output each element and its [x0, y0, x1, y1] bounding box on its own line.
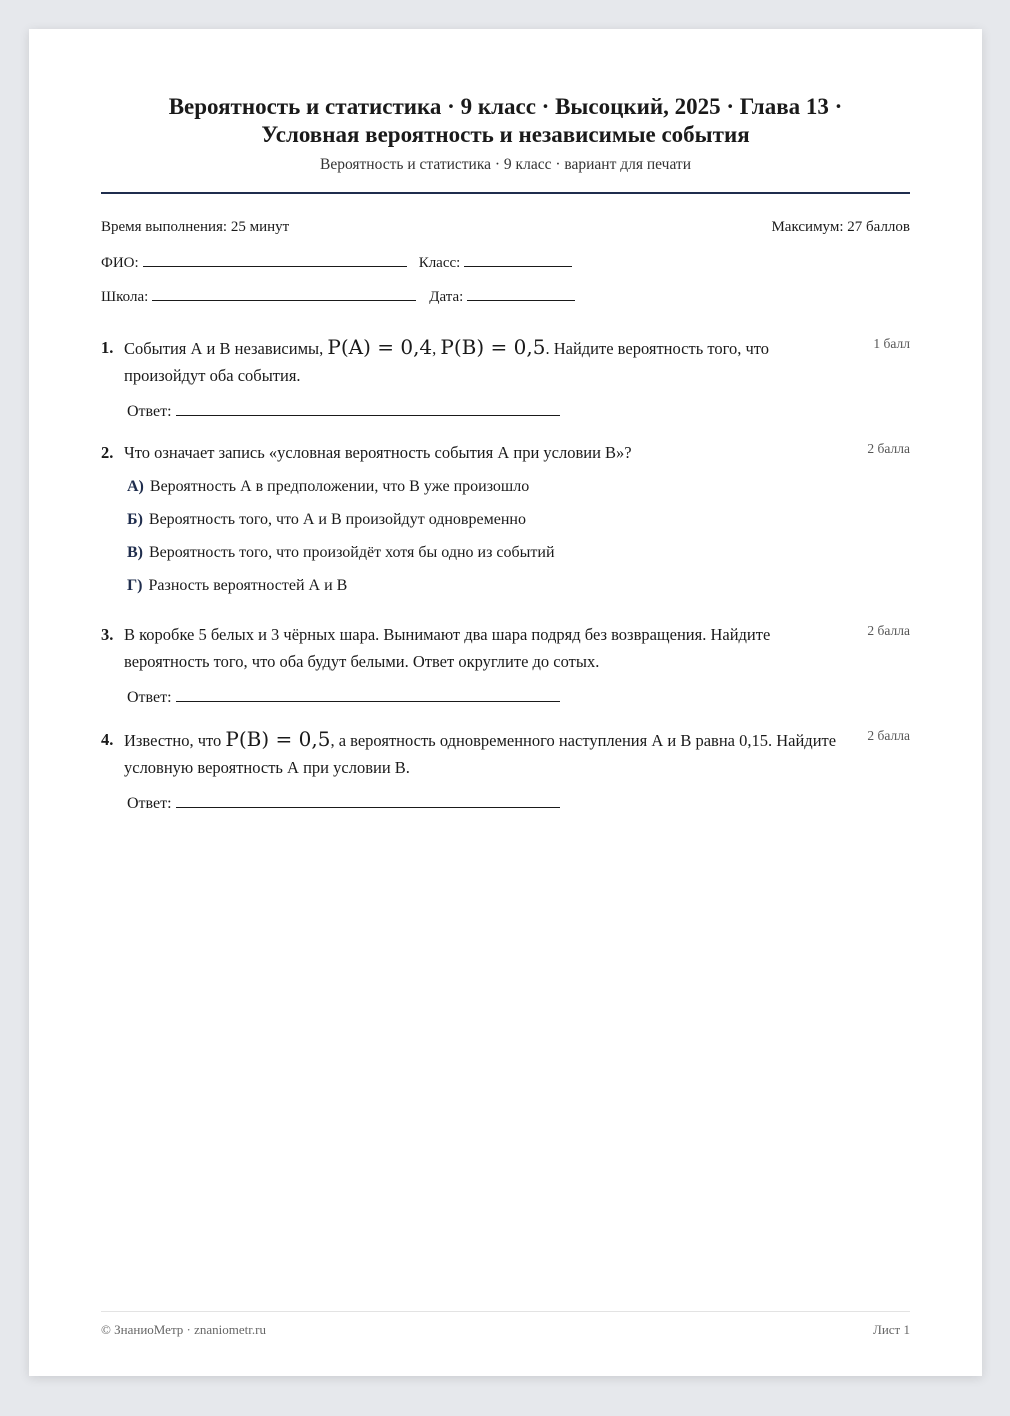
date-field[interactable]	[467, 286, 575, 301]
question-1	[101, 334, 910, 425]
answer-row	[127, 684, 910, 711]
option-letter: Б)	[127, 511, 143, 528]
option-letter: В)	[127, 544, 143, 561]
page-subtitle: Вероятность и статистика · 9 класс · вариант для печати	[319, 156, 691, 173]
options-list	[101, 470, 910, 602]
answer-label: Ответ:	[127, 403, 172, 420]
question-points: 1 балл	[873, 336, 910, 351]
answer-field[interactable]	[176, 401, 560, 416]
answer-field[interactable]	[176, 687, 560, 702]
answer-field[interactable]	[176, 793, 560, 808]
class-field[interactable]	[464, 252, 572, 267]
question-2	[101, 439, 910, 602]
class-label: Класс:	[418, 255, 461, 271]
meta-time-row	[101, 219, 910, 236]
meta-fio-row	[101, 252, 910, 272]
max-score: Максимум: 27 баллов	[771, 219, 910, 235]
question-text	[124, 334, 840, 389]
question-number: 3.	[101, 625, 114, 644]
question-points: 2 балла	[867, 623, 910, 638]
question-points: 2 балла	[867, 728, 910, 743]
worksheet-page	[29, 29, 982, 1376]
answer-label: Ответ:	[127, 795, 172, 812]
answer-row	[127, 398, 910, 425]
question-text-part: События А и В независимы,	[124, 339, 328, 358]
answer-label: Ответ:	[127, 689, 172, 706]
fio-field[interactable]	[143, 252, 407, 267]
footer-copyright: © ЗнаниоМетр · znaniometr.ru	[101, 1322, 266, 1337]
page-title	[101, 93, 910, 149]
question-text-part: Известно, что	[124, 731, 226, 750]
worksheet-header	[101, 93, 910, 194]
date-label: Дата:	[429, 289, 464, 305]
question-text	[124, 726, 840, 781]
question-4	[101, 726, 910, 817]
option-b[interactable]	[127, 503, 910, 536]
option-text: Вероятность А в предположении, что В уже произошло	[149, 478, 530, 495]
math-expression: P(B) = 0,5	[225, 727, 331, 751]
question-number: 4.	[101, 730, 114, 749]
option-text: Разность вероятностей А и В	[148, 577, 348, 594]
school-label: Школа:	[101, 289, 149, 305]
option-c[interactable]	[127, 536, 910, 569]
math-expression: P(B) = 0,5	[440, 335, 546, 359]
page-footer	[101, 1311, 910, 1338]
question-number: 2.	[101, 443, 114, 462]
question-text-part: . Найдите вероятность того, что произойдут оба события.	[124, 339, 769, 385]
title-line-2: Условная вероятность и независимые события	[261, 122, 750, 147]
math-expression: P(A) = 0,4	[327, 335, 433, 359]
option-letter: А)	[127, 478, 144, 495]
question-text-part: , а вероятность одновременного наступления А и В равна 0,15. Найдите условную вероятность А при условии В.	[124, 731, 837, 777]
question-number: 1.	[101, 338, 114, 357]
question-3	[101, 621, 910, 711]
title-line-1: Вероятность и статистика · 9 класс · Высоцкий, 2025 · Глава 13 ·	[168, 94, 843, 119]
meta-school-row	[101, 286, 910, 306]
fio-label: ФИО:	[101, 255, 139, 271]
page-number: Лист 1	[873, 1322, 910, 1337]
option-d[interactable]	[127, 569, 910, 602]
option-text: Вероятность того, что А и В произойдут одновременно	[148, 511, 526, 528]
option-a[interactable]	[127, 470, 910, 503]
question-points: 2 балла	[867, 441, 910, 456]
question-text: Что означает запись «условная вероятность события А при условии В»?	[124, 443, 632, 462]
option-text: Вероятность того, что произойдёт хотя бы одно из событий	[149, 544, 555, 561]
question-text-part: ,	[432, 339, 441, 358]
school-field[interactable]	[152, 286, 416, 301]
option-letter: Г)	[127, 577, 143, 594]
time-limit: Время выполнения: 25 минут	[101, 219, 290, 235]
answer-row	[127, 790, 910, 817]
question-text: В коробке 5 белых и 3 чёрных шара. Вынимают два шара подряд без возвращения. Найдите вероятность того, что оба будут белыми. Ответ округлите до сотых.	[124, 625, 771, 671]
